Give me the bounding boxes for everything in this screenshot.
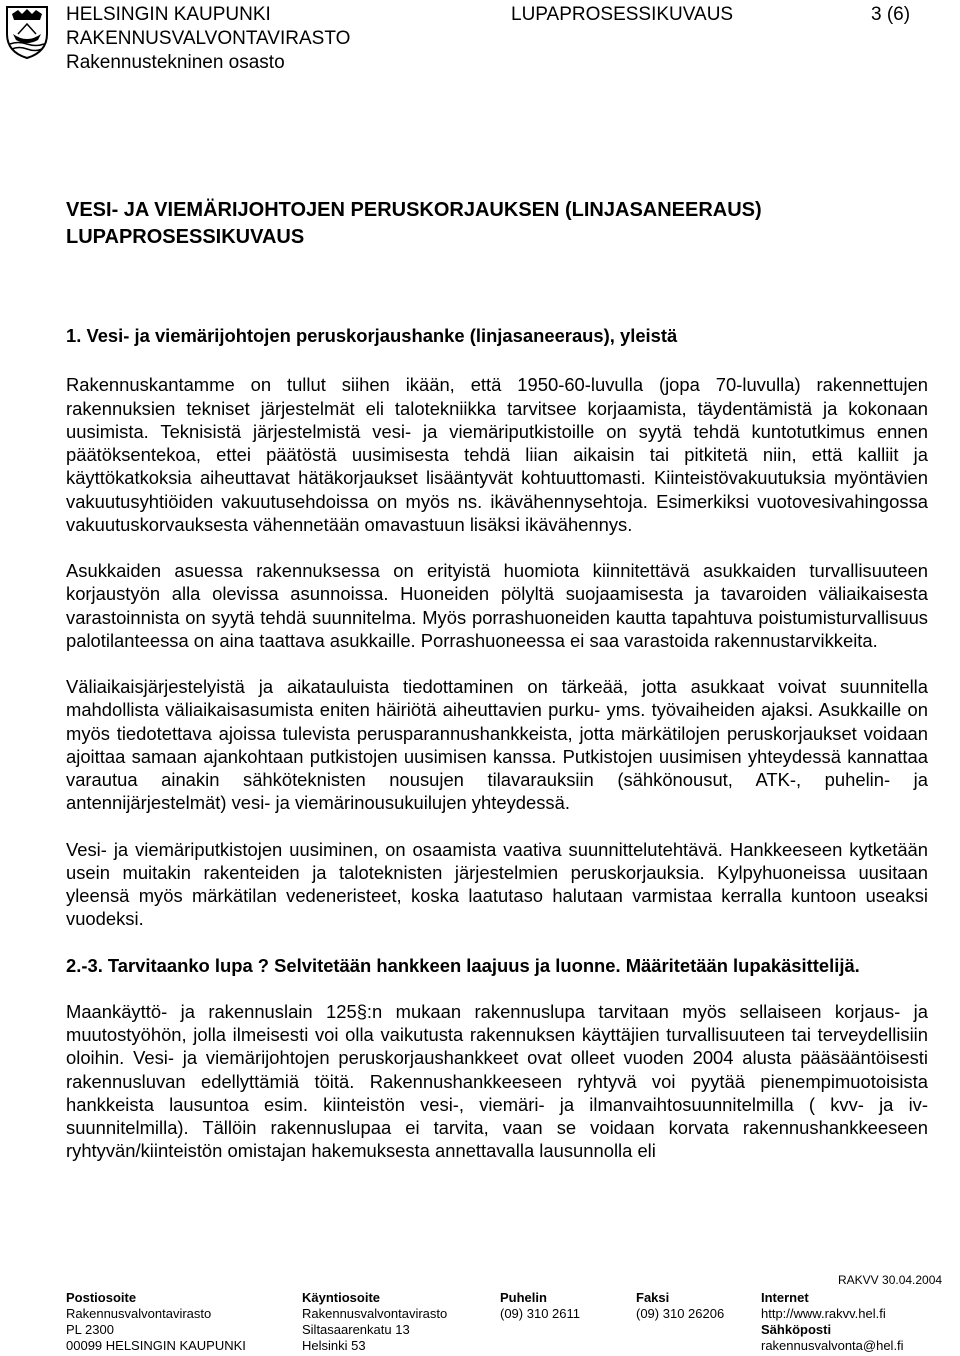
footer-date: RAKVV 30.04.2004 bbox=[838, 1273, 943, 1287]
phone-label: Puhelin bbox=[500, 1290, 547, 1305]
helsinki-crest-icon bbox=[4, 4, 50, 60]
footer-visit bbox=[302, 1290, 447, 1354]
postal-line-2: PL 2300 bbox=[66, 1322, 114, 1337]
footer-fax bbox=[636, 1290, 724, 1322]
email-label: Sähköposti bbox=[761, 1322, 832, 1337]
section-1-paragraph-1: Rakennuskantamme on tullut siihen ikään, että 1950-60-luvulla (jopa 70-luvulla) rakennettujen rakennuksien tekniset järjestelmät eli talotekniikka tarvitsee korjaamista, täydentämistä ja kokonaan uusimista. Teknisistä järjestelmistä vesi- ja viemäriputkistoille on syytä tehdä kuntotutkimus ennen päätöksentekoa, ettei päätöstä uusimisesta tehdä liian aikaisin tai pitkitetä niin, että kalliit ja käyttökatkoksia aiheuttavat hätäkorjaukset lisääntyvät kohtuuttomasti. Kiinteistövakuutuksia myöntävien vakuutusyhtiöiden vakuutusehdoissa on myös ns. ikävähennysehtoja. Esimerkiksi vuotovesivahingossa vakuutuskorvauksesta vähennetään omavastuun lisäksi ikävähennys. bbox=[66, 374, 928, 535]
section-1-paragraph-4: Vesi- ja viemäriputkistojen uusiminen, on osaamista vaativa suunnittelutehtävä. Hankkeeseen kytketään usein muitakin rakenteiden ja taloteknisten järjestelmien peruskorjauksia. Kylpyhuoneissa uusitaan yleensä myös märkätilan vedeneristeet, koska laatutaso halutaan varmistaa kerralla kuntoon useaksi vuodeksi. bbox=[66, 838, 928, 930]
document-title bbox=[66, 197, 762, 251]
visit-line-1: Rakennusvalvontavirasto bbox=[302, 1306, 448, 1321]
org-city: HELSINGIN KAUPUNKI bbox=[66, 4, 271, 25]
section-1-heading: 1. Vesi- ja viemärijohtojen peruskorjaushanke (linjasaneeraus), yleistä bbox=[66, 325, 678, 346]
internet-link[interactable]: http://www.rakvv.hel.fi bbox=[761, 1306, 886, 1321]
header-organization bbox=[66, 3, 350, 75]
org-unit: Rakennustekninen osasto bbox=[66, 52, 285, 73]
footer-postal bbox=[66, 1290, 246, 1354]
internet-label: Internet bbox=[761, 1290, 809, 1305]
postal-line-1: Rakennusvalvontavirasto bbox=[66, 1306, 212, 1321]
title-line-2: LUPAPROSESSIKUVAUS bbox=[66, 226, 305, 248]
visit-line-3: Helsinki 53 bbox=[302, 1338, 366, 1353]
section-1-paragraph-3: Väliaikaisjärjestelyistä ja aikatauluista tiedottaminen on tärkeää, jotta asukkaat voivat suunnitella mahdollista väliaikaisasumista eniten häiriötä aiheuttavien purku- yms. työvaiheiden ajaksi. Asukkaille on myös tiedotettava ajoissa tulevista perusparannushankkeista, jotta märkätilojen peruskorjaukset voidaan ajoittaa samaan ajankohtaan putkistojen uusimisen kanssa. Putkistojen uusimisen yhteydessä kannattaa varautua ainakin sähköteknisten nousujen tilavarauksiin (sähkönousut, ATK-, puhelin- ja antennijärjestelmät) vesi- ja viemärinousukuilujen yhteydessä. bbox=[66, 676, 928, 814]
phone-number: (09) 310 2611 bbox=[500, 1306, 580, 1321]
visit-label: Käyntiosoite bbox=[302, 1290, 381, 1305]
fax-number: (09) 310 26206 bbox=[636, 1306, 725, 1321]
title-line-1: VESI- JA VIEMÄRIJOHTOJEN PERUSKORJAUKSEN (LINJASANEERAUS) bbox=[66, 199, 762, 221]
document-body bbox=[66, 324, 928, 1163]
section-2-heading: 2.-3. Tarvitaanko lupa ? Selvitetään hankkeen laajuus ja luonne. Määritetään lupakäsittelijä. bbox=[66, 954, 860, 976]
postal-line-3: 00099 HELSINGIN KAUPUNKI bbox=[66, 1338, 246, 1353]
fax-label: Faksi bbox=[636, 1290, 670, 1305]
org-department: RAKENNUSVALVONTAVIRASTO bbox=[66, 28, 351, 49]
footer-internet bbox=[761, 1290, 904, 1354]
section-1-paragraph-2: Asukkaiden asuessa rakennuksessa on erityistä huomiota kiinnitettävä asukkaiden turvallisuuteen korjaustyön alla olevissa asunnoissa. Huoneiden pölyltä suojaamisesta ja tavaroiden väliaikaisesta varastoinnista on syytä tehdä suunnitelma. Myös porrashuoneiden kautta tapahtuva poistumisturvallisuus palotilanteessa on aina taattava asukkaille. Porrashuoneessa ei saa varastoida rakennustarvikkeita. bbox=[66, 560, 928, 651]
email-link[interactable]: rakennusvalvonta@hel.fi bbox=[761, 1338, 904, 1353]
postal-label: Postiosoite bbox=[66, 1290, 137, 1305]
footer-phone bbox=[500, 1290, 580, 1322]
section-2-paragraph-1: Maankäyttö- ja rakennuslain 125§:n mukaan rakennuslupa tarvitaan myös sellaiseen korjaus- ja muutostyöhön, jolla ilmeisesti voi olla vaikutusta rakennuksen käyttäjien turvallisuuteen tai terveydellisiin oloihin. Vesi- ja viemärijohtojen peruskorjaushankkeet ovat olleet vuoden 2004 alusta pääsääntöisesti rakennusluvan edellyttämiä töitä. Rakennushankkeeseen ryhtyvä voi pyytää pienempimuotoisista hankkeista lausuntoa esim. kiinteistön vesi-, viemäri- ja ilmanvaihtosuunnitelmilla ( kvv- ja iv-suunnitelmilla). Tällöin rakennuslupaa ei tarvita, vaan se voidaan korvata rakennushankkeeseen ryhtyvän/kiinteistön omistajan hakemuksesta annettavalla lausunnolla eli bbox=[66, 1000, 928, 1162]
document-type: LUPAPROSESSIKUVAUS bbox=[511, 4, 734, 25]
visit-line-2: Siltasaarenkatu 13 bbox=[302, 1322, 410, 1337]
page-number: 3 (6) bbox=[871, 4, 911, 25]
